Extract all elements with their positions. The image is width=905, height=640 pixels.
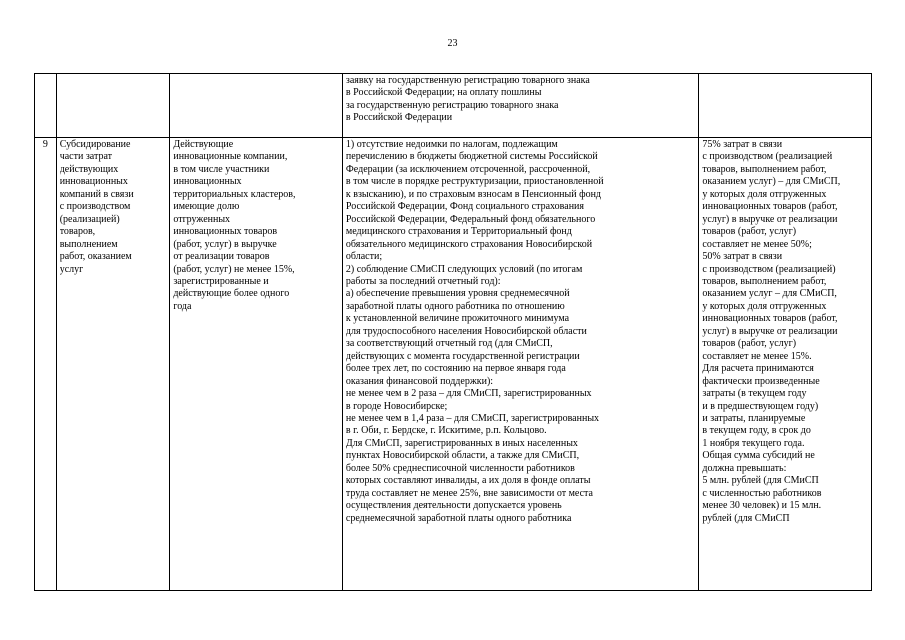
cell-conditions (342, 74, 699, 138)
text-line: не менее чем в 1,4 раза – для СМиСП, зарегистрированных (345, 412, 600, 424)
text-line: к установленной величине прожиточного минимума (345, 313, 570, 325)
text-line: товаров, выполнением работ, (702, 275, 827, 287)
text-line: 1) отсутствие недоимки по налогам, подлежащим (345, 139, 558, 150)
text-line: компаний в связи (59, 188, 134, 200)
text-line: Для расчета принимаются (702, 363, 814, 375)
text-line: осуществления деятельности допускается уровень (345, 500, 562, 512)
cell-amount (699, 138, 872, 591)
text-line: для трудоспособного населения Новосибирской области (345, 325, 587, 337)
text-line: действующих (59, 163, 119, 175)
text-line: среднемесячной заработной платы одного работника (345, 512, 572, 524)
text-line: Российской Федерации, Федеральный фонд обязательного (345, 213, 596, 225)
text-line: товаров, выполнением работ, (702, 163, 827, 175)
text-line: в городе Новосибирске; (345, 400, 448, 412)
text-line: в том числе в порядке реструктуризации, приостановленной (345, 176, 604, 188)
text-line: медицинского страхования и Территориальный фонд (345, 226, 572, 238)
support-measures-table (34, 73, 872, 591)
text-line: затраты (в текущем году (702, 388, 807, 400)
text-line: инновационные компании, (173, 151, 288, 163)
text-line: более трех лет, по состоянию на первое января года (345, 363, 566, 375)
text-line: к взысканию), и по страховым взносам в Пенсионный фонд (345, 188, 602, 200)
text-line: а) обеспечение превышения уровня среднемесячной (345, 288, 570, 300)
text-line: фактически произведенные (702, 375, 820, 387)
text-line: заработной платы одного работника по отношению (345, 300, 565, 312)
text-line: в Российской Федерации; на оплату пошлины (345, 87, 542, 99)
text-line: 50% затрат в связи (702, 251, 783, 263)
text-line: более 50% среднесписочной численности работников (345, 462, 575, 474)
cell-number: 9 (35, 138, 57, 591)
text-line: у которых доля отгруженных (702, 188, 827, 200)
text-line: 5 млн. рублей (для СМиСП (702, 475, 819, 487)
text-line: менее 30 человек) и 15 млн. (702, 500, 822, 512)
text-line: услуг) в выручке от реализации (702, 213, 838, 225)
text-line: рублей (для СМиСП (702, 512, 790, 524)
cell-number (35, 74, 57, 138)
text-line: и в предшествующем году) (702, 400, 819, 412)
text-line: обязательного медицинского страхования Новосибирской (345, 238, 593, 250)
text-line: товаров (работ, услуг) (702, 338, 797, 350)
text-line: действующих с момента государственной регистрации (345, 350, 580, 362)
text-line: составляет не менее 15%. (702, 350, 812, 362)
text-line: заявку на государственную регистрацию товарного знака (345, 75, 590, 86)
text-line: 75% затрат в связи (702, 139, 783, 150)
table-row-9 (35, 138, 872, 591)
text-line: в г. Оби, г. Бердске, г. Искитиме, р.п. Кольцово. (345, 425, 547, 437)
text-line: с производством (59, 201, 131, 213)
text-line: в Российской Федерации (345, 112, 453, 124)
text-line: Действующие (173, 139, 234, 150)
cell-conditions (342, 138, 699, 591)
text-line: 2) соблюдение СМиСП следующих условий (по итогам (345, 263, 583, 275)
cell-measure-name (56, 138, 170, 591)
text-line: области; (345, 251, 383, 263)
text-line: (работ, услуг) не менее 15%, (173, 263, 295, 275)
text-line: имеющие долю (173, 201, 240, 213)
text-line: (работ, услуг) в выручке (173, 238, 277, 250)
text-line: с производством (реализацией) (702, 263, 836, 275)
text-line: с производством (реализацией (702, 151, 833, 163)
text-line: труда составляет не менее 25%, вне зависимости от места (345, 487, 593, 499)
text-line: инновационных (173, 176, 242, 188)
table-row-continued (35, 74, 872, 138)
text-line: территориальных кластеров, (173, 188, 296, 200)
text-line: отгруженных (173, 213, 231, 225)
text-line: товаров, (59, 226, 96, 238)
text-line: у которых доля отгруженных (702, 300, 827, 312)
text-line: инновационных (59, 176, 128, 188)
text-line: перечислению в бюджеты бюджетной системы Российской (345, 151, 598, 163)
text-line: инновационных товаров (работ, (702, 313, 838, 325)
text-line: составляет не менее 50%; (702, 238, 812, 250)
text-line: за государственную регистрацию товарного знака (345, 99, 559, 111)
text-line: которых составляют инвалиды, а их доля в фонде оплаты (345, 475, 591, 487)
text-line: оказания финансовой поддержки): (345, 375, 494, 387)
text-line: года (173, 300, 192, 312)
cell-amount (699, 74, 872, 138)
text-line: в том числе участники (173, 163, 270, 175)
page-number: 23 (447, 38, 458, 49)
text-line: товаров (работ, услуг) (702, 226, 797, 238)
text-line: пунктах Новосибирской области, а также для СМиСП, (345, 450, 580, 462)
text-line: Российской Федерации, Фонд социального страхования (345, 201, 584, 213)
text-line: должна превышать: (702, 462, 787, 474)
text-line: услуг (59, 263, 84, 275)
text-line: и затраты, планируемые (702, 412, 806, 424)
text-line: 1 ноября текущего года. (702, 437, 805, 449)
text-line: за соответствующий отчетный год (для СМиСП, (345, 338, 553, 350)
text-line: от реализации товаров (173, 251, 270, 263)
text-line: с численностью работников (702, 487, 822, 499)
text-line: оказанием услуг) – для СМиСП, (702, 176, 841, 188)
text-line: Для СМиСП, зарегистрированных в иных населенных (345, 437, 578, 449)
text-line: инновационных товаров (работ, (702, 201, 838, 213)
text-line: не менее чем в 2 раза – для СМиСП, зарегистрированных (345, 388, 592, 400)
text-line: инновационных товаров (173, 226, 278, 238)
text-line: Федерации (за исключением отсроченной, рассроченной, (345, 163, 591, 175)
text-line: части затрат (59, 151, 112, 163)
text-line: выполнением (59, 238, 118, 250)
text-line: зарегистрированные и (173, 275, 269, 287)
cell-measure-name (56, 74, 170, 138)
text-line: Субсидирование (59, 139, 131, 150)
text-line: в текущем году, в срок до (702, 425, 811, 437)
text-line: услуг) в выручке от реализации (702, 325, 838, 337)
text-line: оказанием услуг – для СМиСП, (702, 288, 837, 300)
text-line: (реализацией) (59, 213, 120, 225)
cell-recipients (170, 138, 343, 591)
text-line: работ, оказанием (59, 251, 132, 263)
text-line: Общая сумма субсидий не (702, 450, 815, 462)
text-line: работы за последний отчетный год): (345, 275, 501, 287)
text-line: действующие более одного (173, 288, 290, 300)
cell-recipients (170, 74, 343, 138)
